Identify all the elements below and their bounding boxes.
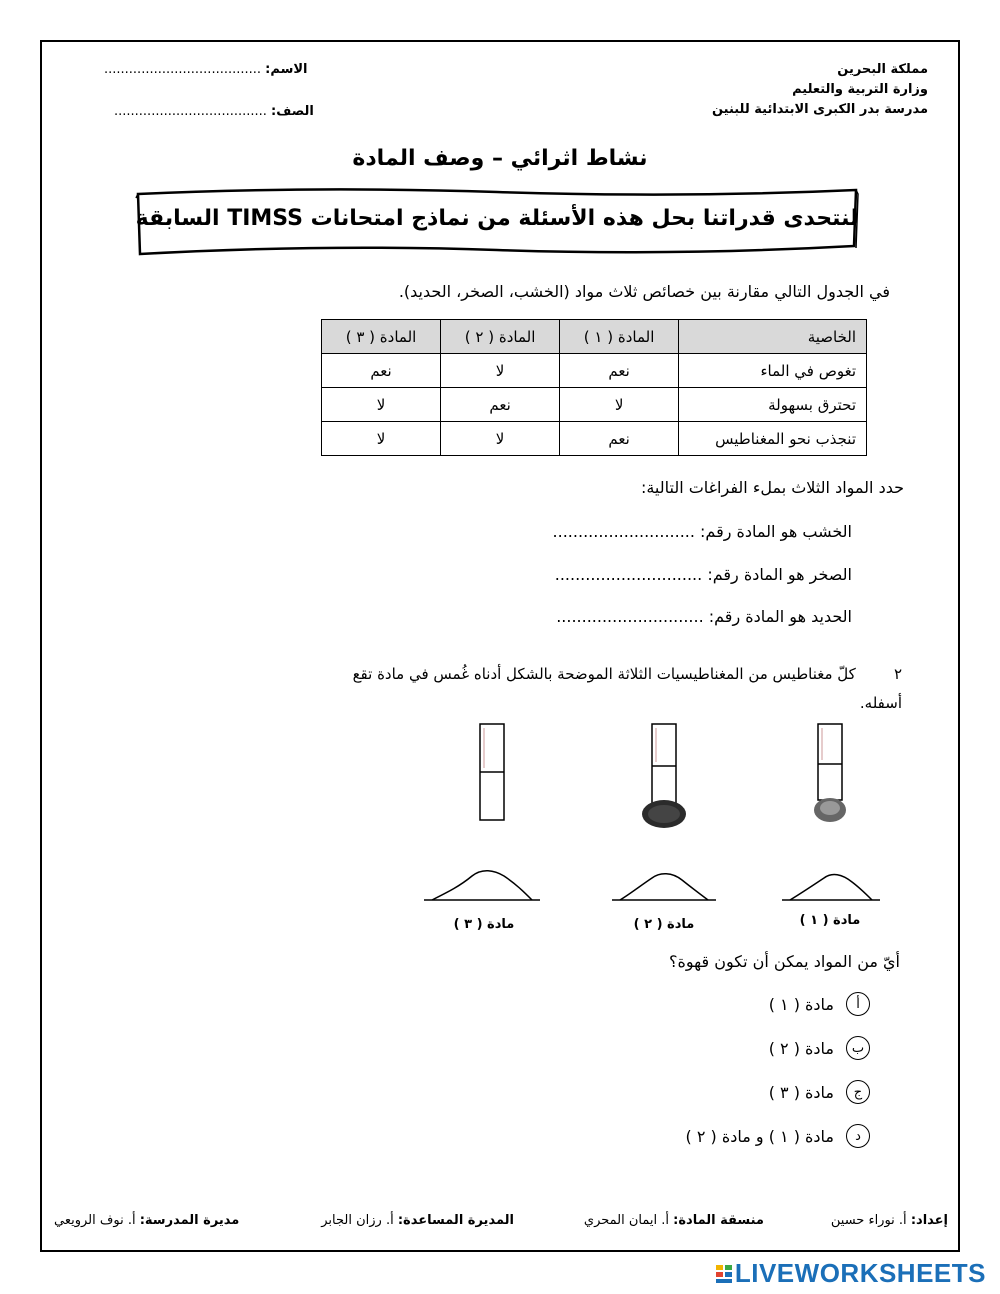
table-cell: تنجذب نحو المغناطيس [679,422,867,456]
school-name: مدرسة بدر الكبرى الابتدائية للبنين [711,102,928,117]
table-cell: لا [441,422,560,456]
option-b-circle[interactable]: ب [846,1036,870,1060]
ministry-name: وزارة التربية والتعليم [792,82,928,97]
table-header-row [322,320,867,354]
option-c[interactable] [769,1080,870,1104]
name-label: الاسم: [265,62,308,77]
banner-text: لنتحدى قدراتنا بحل هذه الأسئلة من نماذج امتحانات TIMSS السابقة [135,206,859,231]
question1-intro: في الجدول التالي مقارنة بين خصائص ثلاث مواد (الخشب، الصخر، الحديد). [398,282,890,301]
table-cell: نعم [322,354,441,388]
prepared-name: أ. نوراء حسين [830,1213,907,1228]
question1-instruction: حدد المواد الثلاث بملء الفراغات التالية: [640,478,904,497]
footer-prepared [831,1213,948,1228]
table-cell: تغوص في الماء [679,354,867,388]
question2-number: ٢ [893,665,902,683]
question2-question: أيّ من المواد يمكن أن تكون قهوة؟ [668,952,900,971]
coordinator-label: منسقة المادة: [673,1213,764,1228]
table-cell: لا [322,422,441,456]
principal-label: مديرة المدرسة: [139,1213,240,1228]
footer-coordinator [584,1213,764,1228]
kingdom-name: مملكة البحرين [837,62,928,77]
option-d-text: مادة ( ١ ) و مادة ( ٢ ) [685,1126,834,1146]
table-cell: لا [441,354,560,388]
assistant-label: المديرة المساعدة: [397,1213,514,1228]
fill-rock[interactable]: الصخر هو المادة رقم: ............................. [554,565,852,584]
table-cell: لا [560,388,679,422]
header-material-3: المادة ( ٣ ) [322,320,441,354]
properties-table [321,319,867,456]
option-a[interactable] [769,992,870,1016]
prepared-label: إعداد: [910,1213,948,1228]
option-d-circle[interactable]: د [846,1124,870,1148]
label-material-2: مادة ( ٢ ) [633,917,695,932]
fill-wood[interactable]: الخشب هو المادة رقم: ............................ [552,522,852,541]
table-row [322,388,867,422]
class-label: الصف: [271,104,314,119]
option-b-text: مادة ( ٢ ) [768,1038,834,1058]
option-d[interactable] [686,1124,870,1148]
liveworksheets-brand[interactable] [715,1258,986,1289]
magnets-figure [420,716,900,946]
brand-text: LIVEWORKSHEETS [734,1258,986,1288]
fill-iron[interactable]: الحديد هو المادة رقم: ............................. [556,607,852,626]
question2-line1: كلّ مغناطيس من المغناطيسيات الثلاثة الموضحة بالشكل أدناه غُمس في مادة تقع [352,665,856,683]
table-row [322,422,867,456]
name-field[interactable] [104,62,308,77]
option-a-text: مادة ( ١ ) [768,994,834,1014]
option-c-circle[interactable]: ج [846,1080,870,1104]
table-row [322,354,867,388]
table-cell: لا [322,388,441,422]
table-cell: تحترق بسهولة [679,388,867,422]
table-cell: نعم [560,354,679,388]
name-dots[interactable]: ...................................... [104,62,262,77]
magnet-2 [642,724,686,828]
table-cell: نعم [441,388,560,422]
pile-2 [612,874,716,900]
footer-assistant [321,1213,514,1228]
magnet-1 [814,724,846,822]
option-b[interactable] [769,1036,870,1060]
pile-1 [782,875,880,900]
question2-text [353,660,902,718]
option-a-circle[interactable]: أ [846,992,870,1016]
question2-line2: أسفله. [859,694,902,712]
liveworksheets-logo-icon [715,1263,733,1285]
coordinator-name: أ. ايمان المحري [583,1213,670,1228]
table-cell: نعم [560,422,679,456]
school-header [712,60,928,120]
footer-principal [54,1213,239,1228]
class-dots[interactable]: ..................................... [114,104,267,119]
assistant-name: أ. رزان الجابر [321,1213,394,1228]
header-property: الخاصية [679,320,867,354]
label-material-3: مادة ( ٣ ) [453,917,515,932]
page-title: نشاط اثرائي – وصف المادة [352,146,648,171]
class-field[interactable] [114,104,314,119]
magnet-3 [480,724,504,820]
pile-3 [424,871,540,900]
option-c-text: مادة ( ٣ ) [768,1082,834,1102]
label-material-1: مادة ( ١ ) [799,913,861,928]
header-material-1: المادة ( ١ ) [560,320,679,354]
principal-name: أ. نوف الرويعي [54,1213,136,1228]
header-material-2: المادة ( ٢ ) [441,320,560,354]
